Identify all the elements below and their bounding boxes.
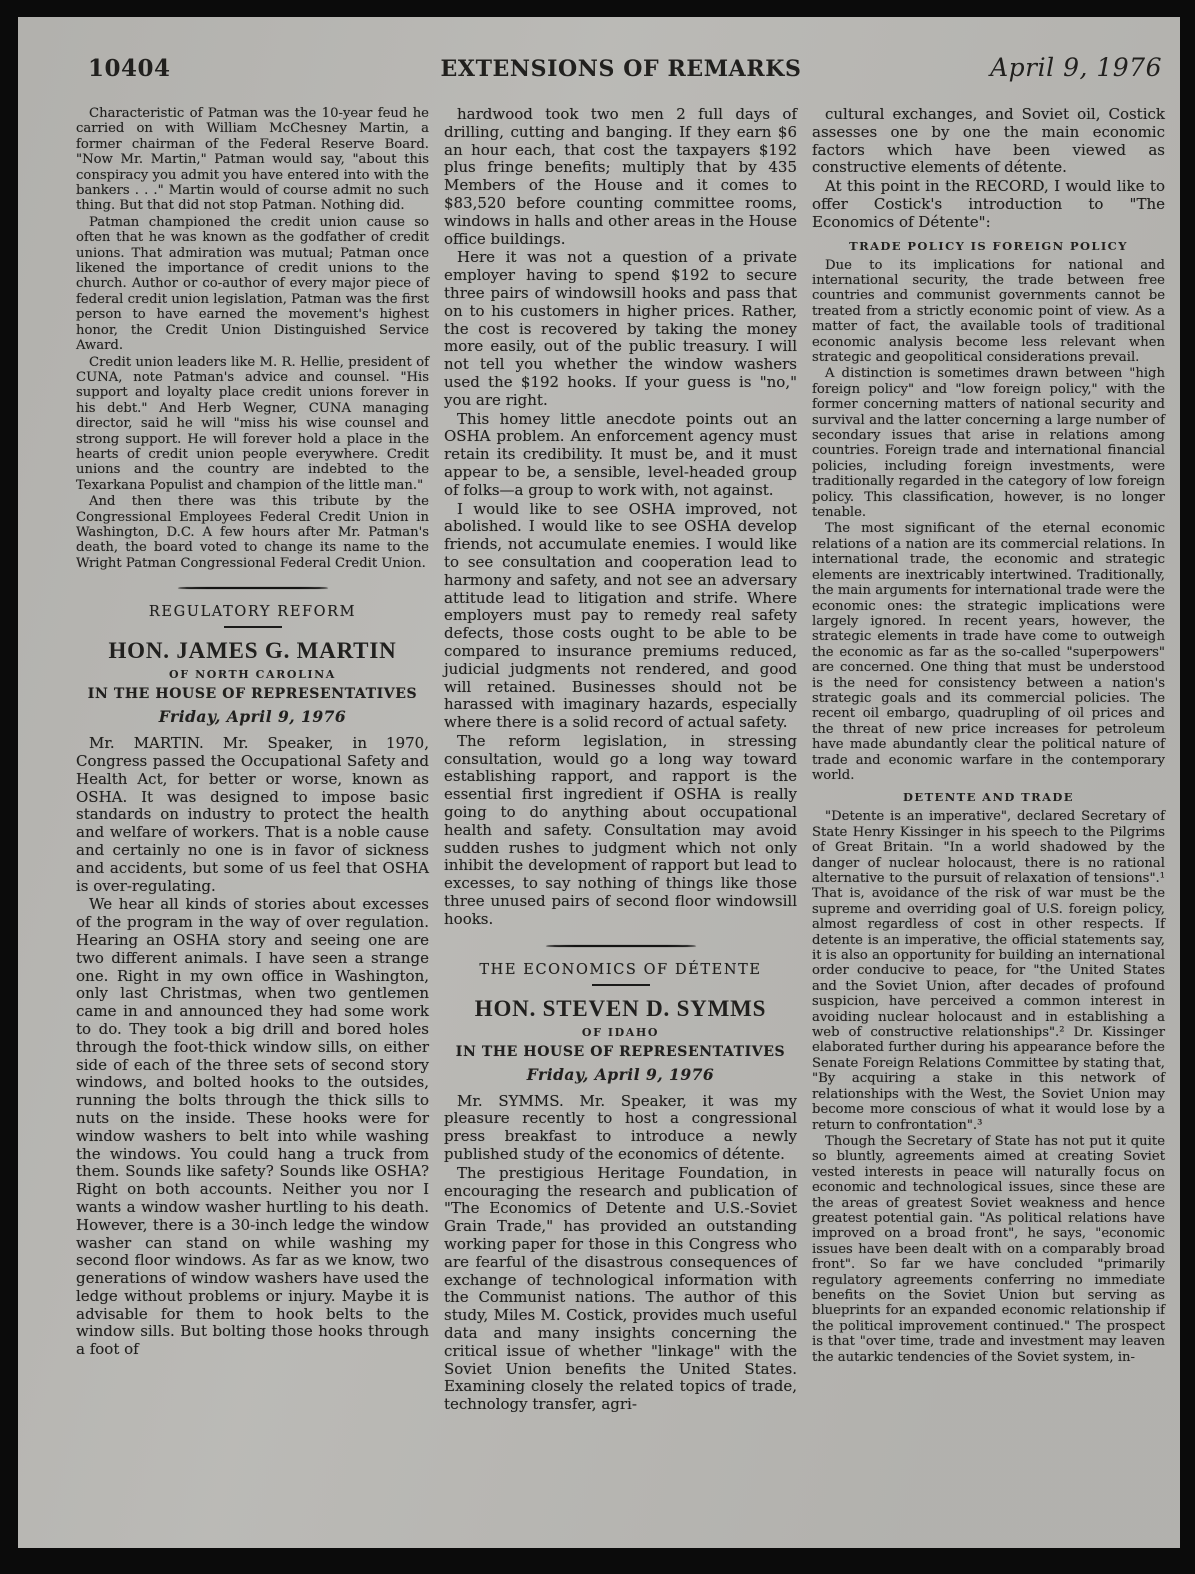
chamber-line: IN THE HOUSE OF REPRESENTATIVES (87, 686, 418, 703)
martin-remarks-continued (444, 106, 797, 929)
paragraph: Characteristic of Patman was the 10-year feud he carried on with William McChesney Martin, a former chairman of the Federal Reserve Board. "Now Mr. Martin," Patman would say, "about this conspiracy you admit you have entered into with the bankers . . ." Martin would of course admit no such thing. But that did not stop Patman. Nothing did. (76, 106, 429, 214)
three-column-layout (76, 106, 1166, 1415)
page-number: 10404 (88, 55, 171, 82)
paragraph: The reform legislation, in stressing consultation, would go a long way toward establishing rapport, and rapport is the essential first ingredient if OSHA is really going to do anything about occupational health and safety. Consultation may avoid sudden rushes to judgment which not only inhibit the development of rapport but lead to excesses, to say nothing of things like those three unused pairs of second floor windowsill hooks. (444, 731, 797, 928)
paragraph: And then there was this tribute by the Congressional Employees Federal Credit Union in Washington, D.C. A few hours after Mr. Patman's death, the board voted to change its name to the Wright Patman Congressional Federal Credit Union. (76, 494, 429, 571)
section-divider (546, 945, 696, 947)
paragraph: Mr. MARTIN. Mr. Speaker, in 1970, Congress passed the Occupational Safety and Health Act, for better or worse, known as OSHA. It was designed to impose basic standards on industry to protect the health and welfare of workers. That is a noble cause and certainly no one is in favor of sickness and accidents, but some of us feel that OSHA is over-regulating. (76, 734, 429, 895)
paragraph: hardwood took two men 2 full days of drilling, cutting and banging. If they earn $6 an hour each, that cost the taxpayers $192 plus fringe benefits; multiply that by 435 Members of the House and it comes to $83,520 before counting committee rooms, windows in halls and other areas in the House office buildings. (444, 105, 797, 248)
paragraph: This homey little anecdote points out an OSHA problem. An enforcement agency must retain its credibility. It must be, and it must appear to be, a sensible, level-headed group of folks—a group to work with, not against. (444, 409, 797, 499)
chamber-line: IN THE HOUSE OF REPRESENTATIVES (455, 1043, 786, 1060)
paragraph: cultural exchanges, and Soviet oil, Costick assesses one by one the main economic factors which have been viewed as constructive elements of détente. (812, 105, 1165, 177)
record-page (18, 17, 1180, 1548)
symms-remarks (444, 1093, 797, 1414)
header-date: April 9, 1976 (990, 53, 1162, 82)
paragraph: Though the Secretary of State has not put it quite so bluntly, agreements aimed at creating Soviet vested interests in peace will naturally focus on economic and technological issues, since these are the areas of greatest Soviet weakness and hence greatest potential gain. "As political relations have improved on a broad front", he says, "economic issues have been dealt with on a comparably broad front". So far we have concluded "primarily regulatory agreements conferring no immediate benefits on the Soviet Union but serving as blueprints for an expanded economic relationship if the political improvement continued." The prospect is that "over time, trade and investment may leaven the autarkic tendencies of the Soviet system, in- (812, 1133, 1165, 1365)
speaker-name: HON. JAMES G. MARTIN (108, 638, 397, 664)
column-middle (444, 106, 797, 1415)
column-left (76, 106, 429, 1415)
article-kicker: THE ECONOMICS OF DÉTENTE (479, 961, 762, 978)
article-kicker: REGULATORY REFORM (148, 604, 357, 621)
paragraph: The most significant of the eternal economic relations of a nation are its commercial relations. In international trade, the economic and strategic elements are inextricably intertwined. Traditionally, the main arguments for international trade were the economic ones: the strategic implications were largely ignored. In recent years, however, the strategic elements in trade have come to outweigh the economic as far as the so-called "superpowers" are concerned. One thing that must be understood is the need for consistency between a nation's strategic goals and its commercial policies. The recent oil embargo, quadrupling of oil prices and the threat of new price increases for petroleum have made abundantly clear the political nature of trade and economic warfare in the contemporary world. (812, 521, 1165, 783)
page-header (76, 53, 1166, 82)
paragraph: I would like to see OSHA improved, not abolished. I would like to see OSHA develop friends, not accumulate enemies. I would like to see consultation and cooperation lead to harmony and safety, and not see an adversary attitude lead to litigation and strife. Where employers must pay to remedy real safety defects, those costs ought to be able to be compared to insurance premiums reduced, judicial judgments not rendered, and good will retained. Businesses should not be harassed with imaginary hazards, especially where there is a solid record of actual safety. (444, 499, 797, 732)
patman-tribute-continuation (76, 106, 429, 571)
header-title: EXTENSIONS OF REMARKS (440, 56, 802, 82)
speaker-state: OF NORTH CAROLINA (169, 668, 336, 682)
kicker-rule (224, 626, 282, 628)
martin-remarks (76, 735, 429, 1359)
paragraph: The prestigious Heritage Foundation, in encouraging the research and publication of "The Economics of Detente and U.S.-Soviet Grain Trade," has provided an outstanding working paper for those in this Congress who are fearful of the disastrous consequences of exchange of technological information with the Communist nations. The author of this study, Miles M. Costick, provides much useful data and many insights concerning the critical issue of whether "linkage" with the Soviet Union benefits the United States. Examining closely the related topics of trade, technology transfer, agri- (444, 1163, 797, 1414)
article-date: Friday, April 9, 1976 (158, 707, 347, 727)
paragraph: A distinction is sometimes drawn between "high foreign policy" and "low foreign policy," with the former concerning matters of national security and survival and the latter concerning a large number of secondary issues that arise in relations among countries. Foreign trade and international financial policies, including foreign investments, were traditionally regarded in the category of low foreign policy. This classification, however, is no longer tenable. (812, 366, 1165, 521)
costick-introduction-part1 (812, 258, 1165, 784)
speaker-name: HON. STEVEN D. SYMMS (474, 995, 767, 1021)
paragraph: Mr. SYMMS. Mr. Speaker, it was my pleasure recently to host a congressional press breakfast to introduce a newly published study of the economics of détente. (444, 1091, 797, 1164)
symms-remarks-continued (812, 106, 1165, 232)
article-date: Friday, April 9, 1976 (526, 1064, 715, 1084)
excerpt-subheading: TRADE POLICY IS FOREIGN POLICY (849, 238, 1128, 253)
paragraph: At this point in the RECORD, I would like to offer Costick's introduction to "The Economics of Détente": (812, 177, 1165, 231)
kicker-rule (592, 984, 650, 986)
speaker-state: OF IDAHO (581, 1025, 660, 1039)
costick-introduction-part2 (812, 809, 1165, 1365)
excerpt-subheading: DETENTE AND TRADE (903, 790, 1074, 805)
paragraph: "Detente is an imperative", declared Secretary of State Henry Kissinger in his speech to the Pilgrims of Great Britain. "In a world shadowed by the danger of nuclear holocaust, there is no rational alternative to the pursuit of relaxation of tensions".¹ That is, avoidance of the risk of war must be the supreme and overriding goal of U.S. foreign policy, almost regardless of cost in other respects. If detente is an imperative, the official statements say, it is also an opportunity for building an international order conducive to peace, for "the United States and the Soviet Union, after decades of profound suspicion, have perceived a common interest in avoiding nuclear holocaust and in establishing a web of constructive relationships".² Dr. Kissinger elaborated further during his appearance before the Senate Foreign Relations Committee by stating that, "By acquiring a stake in this network of relationships with the West, the Soviet Union may become more conscious of what it would lose by a return to confrontation".³ (812, 809, 1165, 1133)
paragraph: Credit union leaders like M. R. Hellie, president of CUNA, note Patman's advice and counsel. "His support and loyalty place credit unions forever in his debt." And Herb Wegner, CUNA managing director, said he will "miss his wise counsel and strong support. He will forever hold a place in the hearts of credit union people everywhere. Credit unions and the country are indebted to the Texarkana Populist and champion of the little man." (76, 354, 429, 493)
paragraph: Patman championed the credit union cause so often that he was known as the godfather of credit unions. That admiration was mutual; Patman once likened the importance of credit unions to the church. Author or co-author of every major piece of federal credit union legislation, Patman was the first person to have earned the movement's highest honor, the Credit Union Distinguished Service Award. (76, 214, 429, 354)
paragraph: Due to its implications for national and international security, the trade between free countries and communist governments cannot be treated from a strictly economic point of view. As a matter of fact, the available tools of traditional economic analysis become less relevant when strategic and geopolitical considerations prevail. (812, 257, 1165, 366)
paragraph: Here it was not a question of a private employer having to spend $192 to secure three pairs of windowsill hooks and pass that on to his customers in higher prices. Rather, the cost is recovered by taking the money more easily, out of the public treasury. I will not tell you whether the window washers used the $192 hooks. If your guess is "no," you are right. (444, 248, 797, 409)
section-divider (178, 587, 328, 589)
column-right (812, 106, 1165, 1415)
paragraph: We hear all kinds of stories about excesses of the program in the way of over regulation. Hearing an OSHA story and seeing one are two different animals. I have seen a strange one. Right in my own office in Washington, only last Christmas, when two gentlemen came in and announced they had some work to do. They took a big drill and bored holes through the foot-thick window sills, on either side of each of the three sets of second story windows, and bolted hooks to the outsides, running the bolts through the thick sills to nuts on the inside. These hooks were for window washers to belt into while washing the windows. You could hang a truck from them. Sounds like safety? Sounds like OSHA? Right on both accounts. Neither you nor I wants a window washer hurtling to his death. However, there is a 30-inch ledge the window washer can stand on while washing my second floor windows. As far as we know, two generations of window washers have used the ledge without problems or injury. Maybe it is advisable for them to hook belts to the window sills. But bolting those hooks through a foot of (76, 895, 429, 1359)
